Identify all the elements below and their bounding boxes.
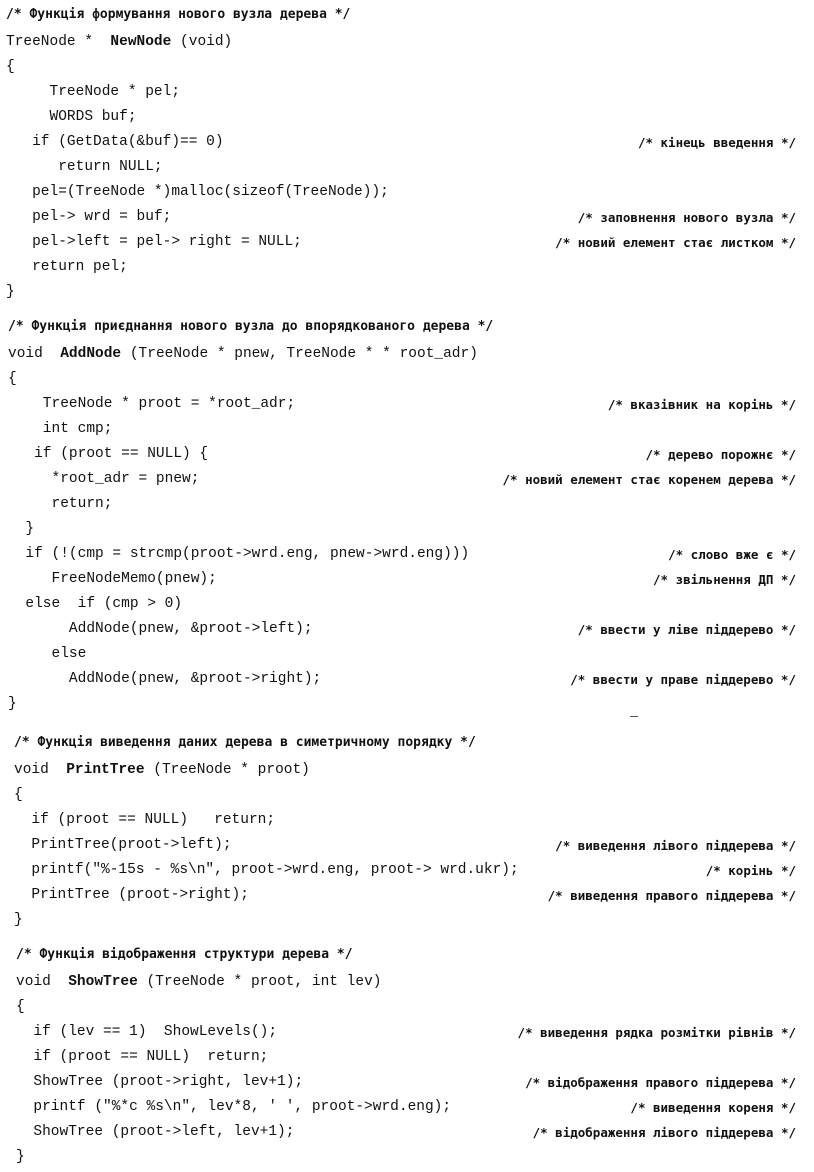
code-line: { — [14, 787, 23, 803]
code-comment: /* слово вже є */ — [668, 547, 796, 562]
function-header-comment: /* Функція формування нового вузла дерева */ — [6, 7, 351, 22]
code-comment: /* виведення кореня */ — [630, 1100, 796, 1115]
code-line: printf("%-15s - %s\n", proot->wrd.eng, proot-> wrd.ukr); — [14, 862, 519, 878]
function-signature — [8, 345, 478, 363]
function-name: NewNode — [110, 34, 172, 50]
code-line: WORDS buf; — [6, 109, 137, 125]
signature-return-type: void — [14, 762, 67, 778]
code-comment: /* виведення правого піддерева */ — [547, 888, 796, 903]
function-name: ShowTree — [68, 974, 138, 990]
code-line: if (lev == 1) ShowLevels(); — [16, 1024, 278, 1040]
code-line: } — [6, 284, 15, 300]
code-line: printf ("%*c %s\n", lev*8, ' ', proot->wrd.eng); — [16, 1099, 452, 1115]
code-line: if (GetData(&buf)== 0) — [6, 134, 224, 150]
code-line: } — [14, 912, 23, 928]
code-line: if (proot == NULL) { — [8, 446, 209, 462]
stray-mark — [630, 716, 638, 717]
function-header-comment: /* Функція виведення даних дерева в симетричному порядку */ — [14, 735, 476, 750]
code-line: FreeNodeMemo(pnew); — [8, 571, 217, 587]
code-line: pel=(TreeNode *)malloc(sizeof(TreeNode)); — [6, 184, 389, 200]
code-comment: /* відображення правого піддерева */ — [525, 1075, 796, 1090]
signature-parameters: (void) — [171, 34, 233, 50]
code-line: ShowTree (proot->left, lev+1); — [16, 1124, 295, 1140]
code-line: if (proot == NULL) return; — [14, 812, 276, 828]
code-comment: /* вказівник на корінь */ — [607, 397, 796, 412]
signature-parameters: (TreeNode * pnew, TreeNode * * root_adr) — [121, 346, 478, 362]
code-line: TreeNode * pel; — [6, 84, 181, 100]
function-signature — [6, 33, 232, 51]
code-line: } — [8, 521, 35, 537]
code-line: PrintTree(proot->left); — [14, 837, 232, 853]
code-comment: /* новий елемент стає листком */ — [555, 235, 796, 250]
function-name: AddNode — [60, 346, 122, 362]
code-line: pel->left = pel-> right = NULL; — [6, 234, 302, 250]
code-line: else if (cmp > 0) — [8, 596, 183, 612]
code-line: if (proot == NULL) return; — [16, 1049, 269, 1065]
code-line: *root_adr = pnew; — [8, 471, 200, 487]
code-line: return NULL; — [6, 159, 163, 175]
function-header-comment: /* Функція відображення структури дерева */ — [16, 947, 353, 962]
signature-return-type: void — [16, 974, 69, 990]
code-line: int cmp; — [8, 421, 113, 437]
function-name: PrintTree — [66, 762, 145, 778]
code-comment: /* звільнення ДП */ — [653, 572, 796, 587]
code-line: AddNode(pnew, &proot->right); — [8, 671, 322, 687]
function-signature — [14, 761, 310, 779]
code-line: return pel; — [6, 259, 128, 275]
code-line: TreeNode * proot = *root_adr; — [8, 396, 296, 412]
code-comment: /* заповнення нового вузла */ — [577, 210, 796, 225]
signature-parameters: (TreeNode * proot, int lev) — [137, 974, 382, 990]
code-line: return; — [8, 496, 113, 512]
signature-return-type: TreeNode * — [6, 34, 111, 50]
code-comment: /* ввести у ліве піддерево */ — [577, 622, 796, 637]
code-comment: /* ввести у праве піддерево */ — [570, 672, 796, 687]
code-comment: /* виведення рядка розмітки рівнів */ — [517, 1025, 796, 1040]
function-header-comment: /* Функція приєднання нового вузла до впорядкованого дерева */ — [8, 319, 494, 334]
code-line: { — [6, 59, 15, 75]
code-line: } — [16, 1149, 25, 1165]
code-line: { — [16, 999, 25, 1015]
code-line: if (!(cmp = strcmp(proot->wrd.eng, pnew->wrd.eng))) — [8, 546, 470, 562]
code-comment: /* виведення лівого піддерева */ — [555, 838, 796, 853]
code-comment: /* відображення лівого піддерева */ — [532, 1125, 796, 1140]
function-signature — [16, 973, 381, 991]
signature-parameters: (TreeNode * proot) — [144, 762, 310, 778]
code-line: AddNode(pnew, &proot->left); — [8, 621, 313, 637]
code-comment: /* новий елемент стає коренем дерева */ — [502, 472, 796, 487]
signature-return-type: void — [8, 346, 61, 362]
code-line: { — [8, 371, 17, 387]
code-comment: /* кінець введення */ — [637, 135, 796, 150]
code-comment: /* дерево порожнє */ — [645, 447, 796, 462]
code-line: PrintTree (proot->right); — [14, 887, 249, 903]
code-line: else — [8, 646, 87, 662]
code-line: pel-> wrd = buf; — [6, 209, 172, 225]
code-comment: /* корінь */ — [705, 863, 796, 878]
code-line: } — [8, 696, 17, 712]
code-line: ShowTree (proot->right, lev+1); — [16, 1074, 304, 1090]
